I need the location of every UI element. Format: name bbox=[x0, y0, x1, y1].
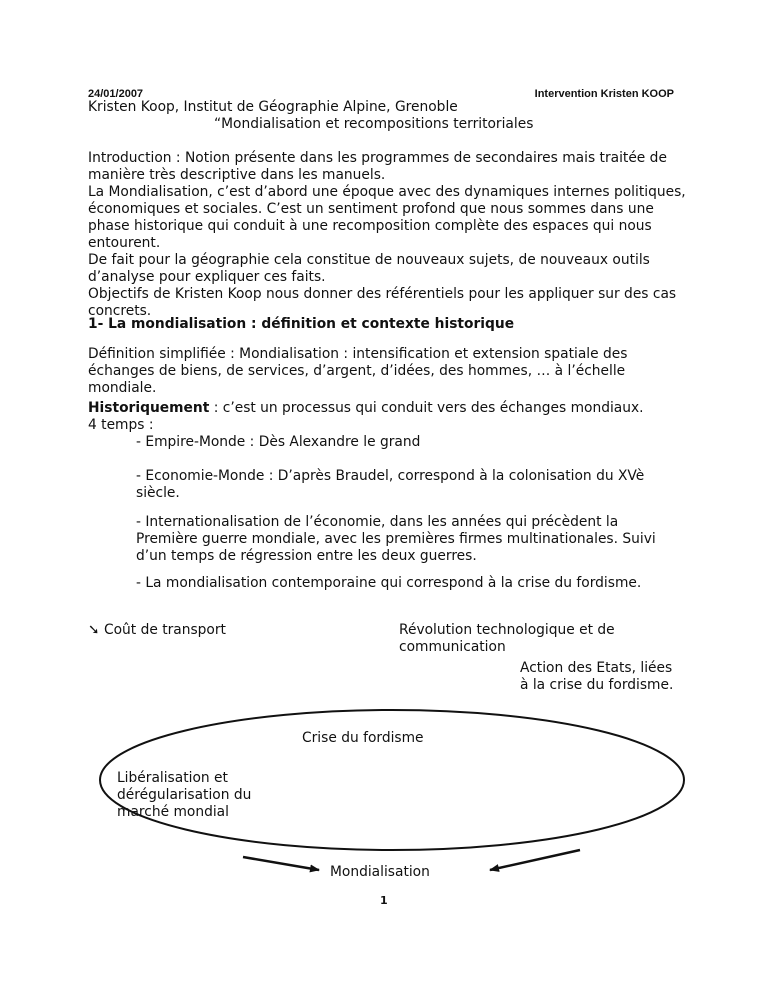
historique bbox=[88, 400, 688, 434]
four-temps: 4 temps : bbox=[88, 417, 154, 433]
intro-paragraph: De fait pour la géographie cela constitue de nouveaux sujets, de nouveaux outils d’analyse pour expliquer ces faits. bbox=[88, 252, 650, 285]
arrow-right-icon bbox=[490, 850, 580, 870]
intro-paragraph: Introduction : Notion présente dans les programmes de secondaires mais traitée de manière très descriptive dans les manuels. bbox=[88, 150, 667, 183]
cout-transport bbox=[88, 622, 226, 639]
bullet-internationalisation: - Internationalisation de l’économie, dans les années qui précèdent la Première guerre mondiale, avec les premières firmes multinationales. Suivi d’un temps de régression entre les deux guerres. bbox=[136, 514, 656, 564]
historique-label: Historiquement bbox=[88, 400, 210, 416]
bullet-mondialisation-contemporaine: - La mondialisation contemporaine qui correspond à la crise du fordisme. bbox=[136, 575, 642, 591]
header-date: 24/01/2007 bbox=[88, 88, 144, 100]
historique-text: : c’est un processus qui conduit vers des échanges mondiaux. bbox=[209, 400, 644, 416]
intro-paragraph: La Mondialisation, c’est d’abord une époque avec des dynamiques internes politiques, économiques et sociales. C’est un sentiment profond que nous sommes dans une phase historique qui conduit à une recomposition complète des espaces qui nous entourent. bbox=[88, 184, 686, 251]
arrow-left-icon bbox=[243, 857, 319, 870]
mondialisation-label: Mondialisation bbox=[330, 864, 430, 880]
revolution-label: Révolution technologique et de communication bbox=[399, 622, 615, 655]
title-line-1: Kristen Koop, Institut de Géographie Alpine, Grenoble bbox=[88, 99, 458, 115]
arrow-down-right-icon: ➘ bbox=[88, 622, 100, 638]
liberalisation-label: Libéralisation et dérégularisation du marché mondial bbox=[117, 770, 252, 820]
bullet-economie-monde: - Economie-Monde : D’après Braudel, correspond à la colonisation du XVè siècle. bbox=[136, 468, 645, 501]
intro-paragraph: Objectifs de Kristen Koop nous donner des référentiels pour les appliquer sur des cas concrets. bbox=[88, 286, 677, 319]
header-author: Intervention Kristen KOOP bbox=[534, 88, 674, 100]
section-title: 1- La mondialisation : définition et contexte historique bbox=[88, 316, 515, 332]
title-line-2: “Mondialisation et recompositions territoriales bbox=[214, 116, 534, 132]
introduction bbox=[88, 150, 688, 320]
bullet-empire-monde: - Empire-Monde : Dès Alexandre le grand bbox=[136, 434, 421, 450]
action-etats-label: Action des Etats, liées à la crise du fordisme. bbox=[520, 660, 674, 693]
crise-fordisme-label: Crise du fordisme bbox=[302, 730, 424, 746]
definition: Définition simplifiée : Mondialisation : intensification et extension spatiale des échanges de biens, de services, d’argent, d’idées, des hommes, … à l’échelle mondiale. bbox=[88, 346, 628, 396]
page-number: 1 bbox=[380, 894, 388, 907]
cout-transport-label: Coût de transport bbox=[103, 622, 226, 638]
